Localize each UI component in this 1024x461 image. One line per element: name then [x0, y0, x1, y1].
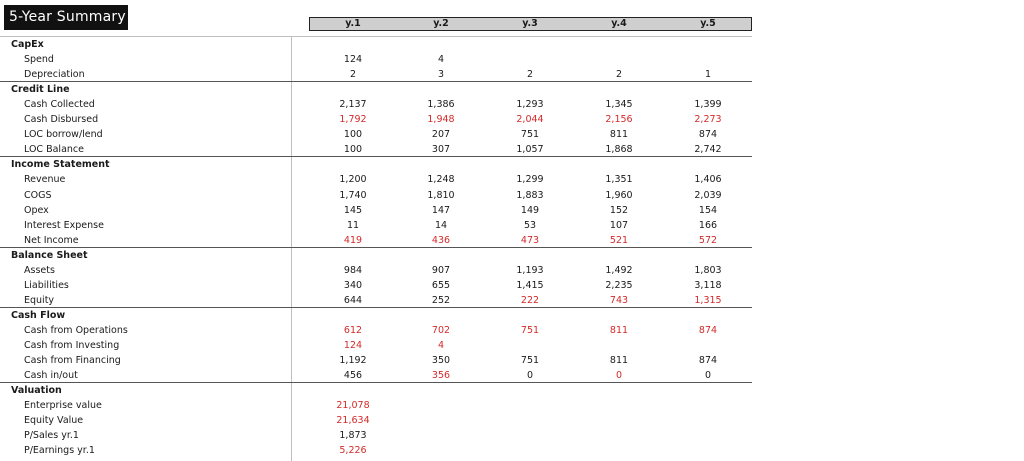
value-cell[interactable]: 2 — [615, 69, 623, 81]
value-cell[interactable]: 147 — [431, 204, 451, 216]
value-cell[interactable]: 751 — [520, 324, 540, 336]
row-label[interactable]: Cash Collected — [24, 99, 95, 111]
table-row — [0, 112, 752, 127]
value-cell[interactable]: 984 — [343, 264, 363, 276]
row-label[interactable]: Cash from Investing — [24, 340, 120, 351]
section-label[interactable]: Valuation — [11, 385, 62, 397]
row-label[interactable]: LOC borrow/lend — [24, 129, 103, 141]
section-header — [0, 383, 752, 398]
value-cell[interactable]: 1,792 — [339, 114, 367, 126]
table-row — [0, 428, 752, 443]
value-cell[interactable]: 356 — [431, 370, 451, 382]
value-cell[interactable]: 1,315 — [694, 294, 722, 306]
value-cell[interactable]: 3 — [437, 69, 445, 81]
value-cell[interactable]: 2,044 — [516, 114, 544, 126]
sheet-title: 5-Year Summary — [4, 5, 128, 30]
value-cell[interactable]: 1 — [704, 69, 712, 81]
value-cell[interactable]: 1,351 — [605, 174, 633, 186]
value-cell[interactable]: 743 — [609, 294, 629, 306]
row-label[interactable]: Assets — [24, 264, 55, 276]
value-cell[interactable]: 521 — [609, 234, 629, 246]
value-cell[interactable]: 4 — [437, 54, 445, 66]
table-row — [0, 278, 752, 293]
value-cell[interactable]: 14 — [434, 219, 448, 231]
table-row — [0, 172, 752, 187]
table-row — [0, 338, 752, 353]
value-cell[interactable]: 350 — [431, 355, 451, 367]
table-row — [0, 368, 752, 383]
value-cell[interactable]: 751 — [520, 129, 540, 141]
value-cell[interactable]: 3,118 — [694, 279, 722, 291]
value-cell[interactable]: 0 — [615, 370, 623, 382]
value-cell[interactable]: 1,399 — [694, 99, 722, 111]
value-cell[interactable]: 100 — [343, 129, 363, 141]
value-cell[interactable]: 702 — [431, 324, 451, 336]
value-cell[interactable]: 107 — [609, 219, 629, 231]
table-row — [0, 218, 752, 233]
row-label[interactable]: Cash from Operations — [24, 324, 128, 336]
value-cell[interactable]: 154 — [698, 204, 718, 216]
section-label[interactable]: Credit Line — [11, 84, 70, 96]
row-label[interactable]: Spend — [24, 54, 54, 66]
value-cell[interactable]: 1,740 — [339, 189, 367, 201]
table-row — [0, 413, 752, 428]
section-header — [0, 157, 752, 172]
section-label[interactable]: Income Statement — [11, 159, 110, 171]
table-row — [0, 67, 752, 82]
value-cell[interactable]: 1,299 — [516, 174, 544, 186]
value-cell[interactable]: 2,273 — [694, 114, 722, 126]
value-cell[interactable]: 1,948 — [427, 114, 455, 126]
column-header-y4[interactable]: y.4 — [611, 18, 627, 29]
value-cell[interactable]: 307 — [431, 144, 451, 156]
row-label[interactable]: Equity Value — [24, 415, 84, 427]
value-cell[interactable]: 644 — [343, 294, 363, 306]
value-cell[interactable]: 572 — [698, 234, 718, 246]
row-label[interactable]: Cash in/out — [24, 370, 78, 382]
value-cell[interactable]: 419 — [343, 234, 363, 246]
table-row — [0, 127, 752, 142]
value-cell[interactable]: 222 — [520, 294, 540, 306]
section-label[interactable]: Cash Flow — [11, 309, 66, 321]
column-header-y5[interactable]: y.5 — [700, 18, 716, 29]
value-cell[interactable]: 1,192 — [339, 355, 367, 367]
value-cell[interactable]: 53 — [523, 219, 537, 231]
value-cell[interactable]: 11 — [346, 219, 360, 231]
value-cell[interactable]: 1,873 — [339, 430, 367, 442]
value-cell[interactable]: 4 — [437, 340, 445, 351]
value-cell[interactable]: 1,406 — [694, 174, 722, 186]
value-cell[interactable]: 874 — [698, 324, 718, 336]
value-cell[interactable]: 2,039 — [694, 189, 722, 201]
section-header — [0, 82, 752, 97]
value-cell[interactable]: 2,137 — [339, 99, 367, 111]
value-cell[interactable]: 612 — [343, 324, 363, 336]
value-cell[interactable]: 1,293 — [516, 99, 544, 111]
value-cell[interactable]: 2,235 — [605, 279, 633, 291]
value-cell[interactable]: 811 — [609, 355, 629, 367]
value-cell[interactable]: 1,193 — [516, 264, 544, 276]
value-cell[interactable]: 2,156 — [605, 114, 633, 126]
value-cell[interactable]: 811 — [609, 129, 629, 141]
row-label[interactable]: COGS — [24, 189, 52, 201]
table-row — [0, 203, 752, 218]
table-row — [0, 142, 752, 157]
table-row — [0, 188, 752, 203]
row-label[interactable]: Interest Expense — [24, 219, 104, 231]
table-row — [0, 293, 752, 308]
row-label[interactable]: Cash from Financing — [24, 355, 121, 367]
value-cell[interactable]: 1,803 — [694, 264, 722, 276]
value-cell[interactable]: 1,200 — [339, 174, 367, 186]
value-cell[interactable]: 340 — [343, 279, 363, 291]
value-cell[interactable]: 874 — [698, 129, 718, 141]
value-cell[interactable]: 751 — [520, 355, 540, 367]
row-label[interactable]: Cash Disbursed — [24, 114, 99, 126]
value-cell[interactable]: 1,057 — [516, 144, 544, 156]
value-cell[interactable]: 1,248 — [427, 174, 455, 186]
column-header-y3[interactable]: y.3 — [522, 18, 538, 29]
value-cell[interactable]: 1,960 — [605, 189, 633, 201]
table-row — [0, 233, 752, 248]
value-cell[interactable]: 2 — [526, 69, 534, 81]
value-cell[interactable]: 145 — [343, 204, 363, 216]
value-cell[interactable]: 1,345 — [605, 99, 633, 111]
value-cell[interactable]: 0 — [704, 370, 712, 382]
table-row — [0, 443, 752, 458]
section-header — [0, 308, 752, 323]
row-label[interactable]: P/Earnings yr.1 — [24, 445, 95, 457]
table-row — [0, 97, 752, 112]
row-label[interactable]: Enterprise value — [24, 400, 102, 412]
column-header-y2[interactable]: y.2 — [433, 18, 449, 29]
section-label[interactable]: CapEx — [11, 39, 44, 50]
value-cell[interactable]: 436 — [431, 234, 451, 246]
value-cell[interactable]: 207 — [431, 129, 451, 141]
table-row — [0, 52, 752, 67]
section-label[interactable]: Balance Sheet — [11, 249, 88, 261]
year-header-bar — [309, 17, 752, 31]
value-cell[interactable]: 0 — [526, 370, 534, 382]
section-header — [0, 37, 752, 52]
value-cell[interactable]: 1,415 — [516, 279, 544, 291]
row-label[interactable]: Depreciation — [24, 69, 85, 81]
value-cell[interactable]: 456 — [343, 370, 363, 382]
value-cell[interactable]: 5,226 — [339, 445, 367, 457]
value-cell[interactable]: 907 — [431, 264, 451, 276]
value-cell[interactable]: 2,742 — [694, 144, 722, 156]
value-cell[interactable]: 1,868 — [605, 144, 633, 156]
table-row — [0, 263, 752, 278]
value-cell[interactable]: 100 — [343, 144, 363, 156]
value-cell[interactable]: 655 — [431, 279, 451, 291]
row-label[interactable]: Liabilities — [24, 279, 69, 291]
value-cell[interactable]: 1,810 — [427, 189, 455, 201]
value-cell[interactable]: 124 — [343, 54, 363, 66]
table-row — [0, 398, 752, 413]
value-cell[interactable]: 21,078 — [336, 400, 370, 412]
row-label[interactable]: LOC Balance — [24, 144, 84, 156]
value-cell[interactable]: 874 — [698, 355, 718, 367]
value-cell[interactable]: 252 — [431, 294, 451, 306]
value-cell[interactable]: 2 — [349, 69, 357, 81]
value-cell[interactable]: 473 — [520, 234, 540, 246]
table-row — [0, 323, 752, 338]
column-header-y1[interactable]: y.1 — [345, 18, 361, 29]
value-cell[interactable]: 811 — [609, 324, 629, 336]
value-cell[interactable]: 1,386 — [427, 99, 455, 111]
table-row — [0, 353, 752, 368]
value-cell[interactable]: 1,883 — [516, 189, 544, 201]
row-label[interactable]: Net Income — [24, 234, 79, 246]
value-cell[interactable]: 166 — [698, 219, 718, 231]
value-cell[interactable]: 152 — [609, 204, 629, 216]
row-label[interactable]: P/Sales yr.1 — [24, 430, 79, 442]
value-cell[interactable]: 149 — [520, 204, 540, 216]
value-cell[interactable]: 124 — [343, 340, 363, 351]
value-cell[interactable]: 1,492 — [605, 264, 633, 276]
row-label[interactable]: Equity — [24, 294, 55, 306]
section-header — [0, 248, 752, 263]
value-cell[interactable]: 21,634 — [336, 415, 370, 427]
row-label[interactable]: Revenue — [24, 174, 66, 186]
row-label[interactable]: Opex — [24, 204, 49, 216]
